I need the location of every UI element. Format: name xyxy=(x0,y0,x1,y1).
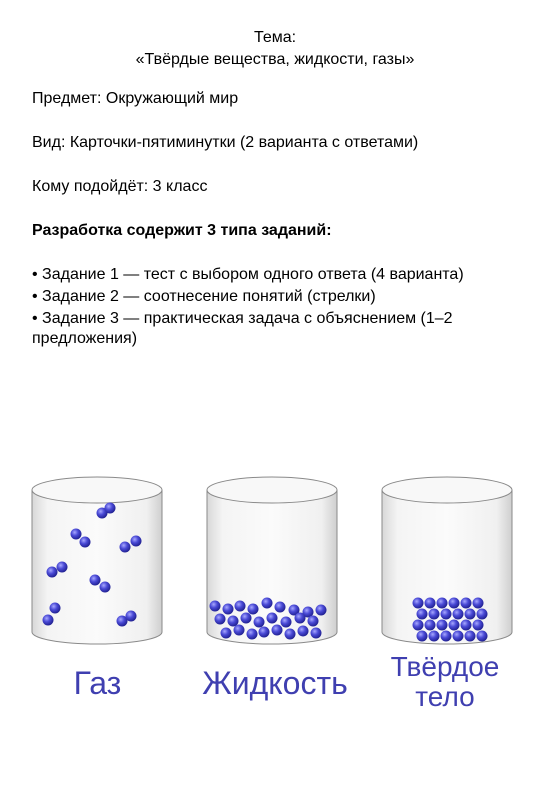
particle xyxy=(235,601,246,612)
states-of-matter-illustration xyxy=(0,470,550,650)
particle xyxy=(453,631,464,642)
particle xyxy=(210,601,221,612)
particle xyxy=(285,629,296,640)
particle xyxy=(425,620,436,631)
particle xyxy=(417,609,428,620)
particle xyxy=(473,598,484,609)
particle xyxy=(254,617,265,628)
particle xyxy=(221,628,232,639)
particle xyxy=(259,627,270,638)
particle xyxy=(247,629,258,640)
liquid-jar xyxy=(207,477,337,644)
particle xyxy=(105,503,116,514)
particle xyxy=(267,613,278,624)
particle xyxy=(417,631,428,642)
particle xyxy=(308,616,319,627)
audience-line: Кому подойдёт: 3 класс xyxy=(32,178,208,195)
particle xyxy=(477,631,488,642)
particle xyxy=(90,575,101,586)
particle xyxy=(80,537,91,548)
particle xyxy=(71,529,82,540)
particle xyxy=(126,611,137,622)
theme-label: Тема: xyxy=(253,29,297,46)
particle xyxy=(281,617,292,628)
particle xyxy=(413,620,424,631)
particle xyxy=(441,609,452,620)
particle xyxy=(131,536,142,547)
theme-title: «Твёрдые вещества, жидкости, газы» xyxy=(135,51,415,68)
solid-jar xyxy=(382,477,512,644)
particle xyxy=(43,615,54,626)
particle xyxy=(449,620,460,631)
tasks-heading: Разработка содержит 3 типа заданий: xyxy=(32,222,332,239)
particle xyxy=(461,598,472,609)
particle xyxy=(465,631,476,642)
particle xyxy=(57,562,68,573)
particle xyxy=(461,620,472,631)
particle xyxy=(441,631,452,642)
particle xyxy=(228,616,239,627)
particle xyxy=(275,602,286,613)
particle xyxy=(272,625,283,636)
particle xyxy=(298,626,309,637)
particle xyxy=(215,614,226,625)
particle xyxy=(50,603,61,614)
particle xyxy=(465,609,476,620)
task-item-2: • Задание 2 — соотнесение понятий (стрелки) xyxy=(32,288,376,305)
solid-label-line1: Твёрдое xyxy=(390,651,500,682)
gas-jar xyxy=(32,477,162,644)
particle xyxy=(311,628,322,639)
task-item-1: • Задание 1 — тест с выбором одного ответа (4 варианта) xyxy=(32,266,464,283)
particle xyxy=(234,625,245,636)
subject-line: Предмет: Окружающий мир xyxy=(32,90,239,107)
task-item-3: • Задание 3 — практическая задача с объяснением (1–2 предложения) xyxy=(32,310,453,347)
particle xyxy=(449,598,460,609)
particle xyxy=(429,631,440,642)
particle xyxy=(316,605,327,616)
particle xyxy=(429,609,440,620)
particle xyxy=(425,598,436,609)
particle xyxy=(453,609,464,620)
particle xyxy=(262,598,273,609)
solid-label-line2: тело xyxy=(415,681,475,712)
particle xyxy=(437,598,448,609)
particle xyxy=(248,604,259,615)
gas-label: Газ xyxy=(73,665,122,701)
particle xyxy=(120,542,131,553)
particle xyxy=(47,567,58,578)
particle xyxy=(413,598,424,609)
particle xyxy=(473,620,484,631)
particle xyxy=(295,613,306,624)
particle xyxy=(223,604,234,615)
particle xyxy=(437,620,448,631)
particle xyxy=(477,609,488,620)
particle xyxy=(241,613,252,624)
particle xyxy=(100,582,111,593)
solid-label xyxy=(375,652,515,712)
liquid-label: Жидкость xyxy=(202,665,348,701)
kind-line: Вид: Карточки-пятиминутки (2 варианта с ответами) xyxy=(32,134,419,151)
